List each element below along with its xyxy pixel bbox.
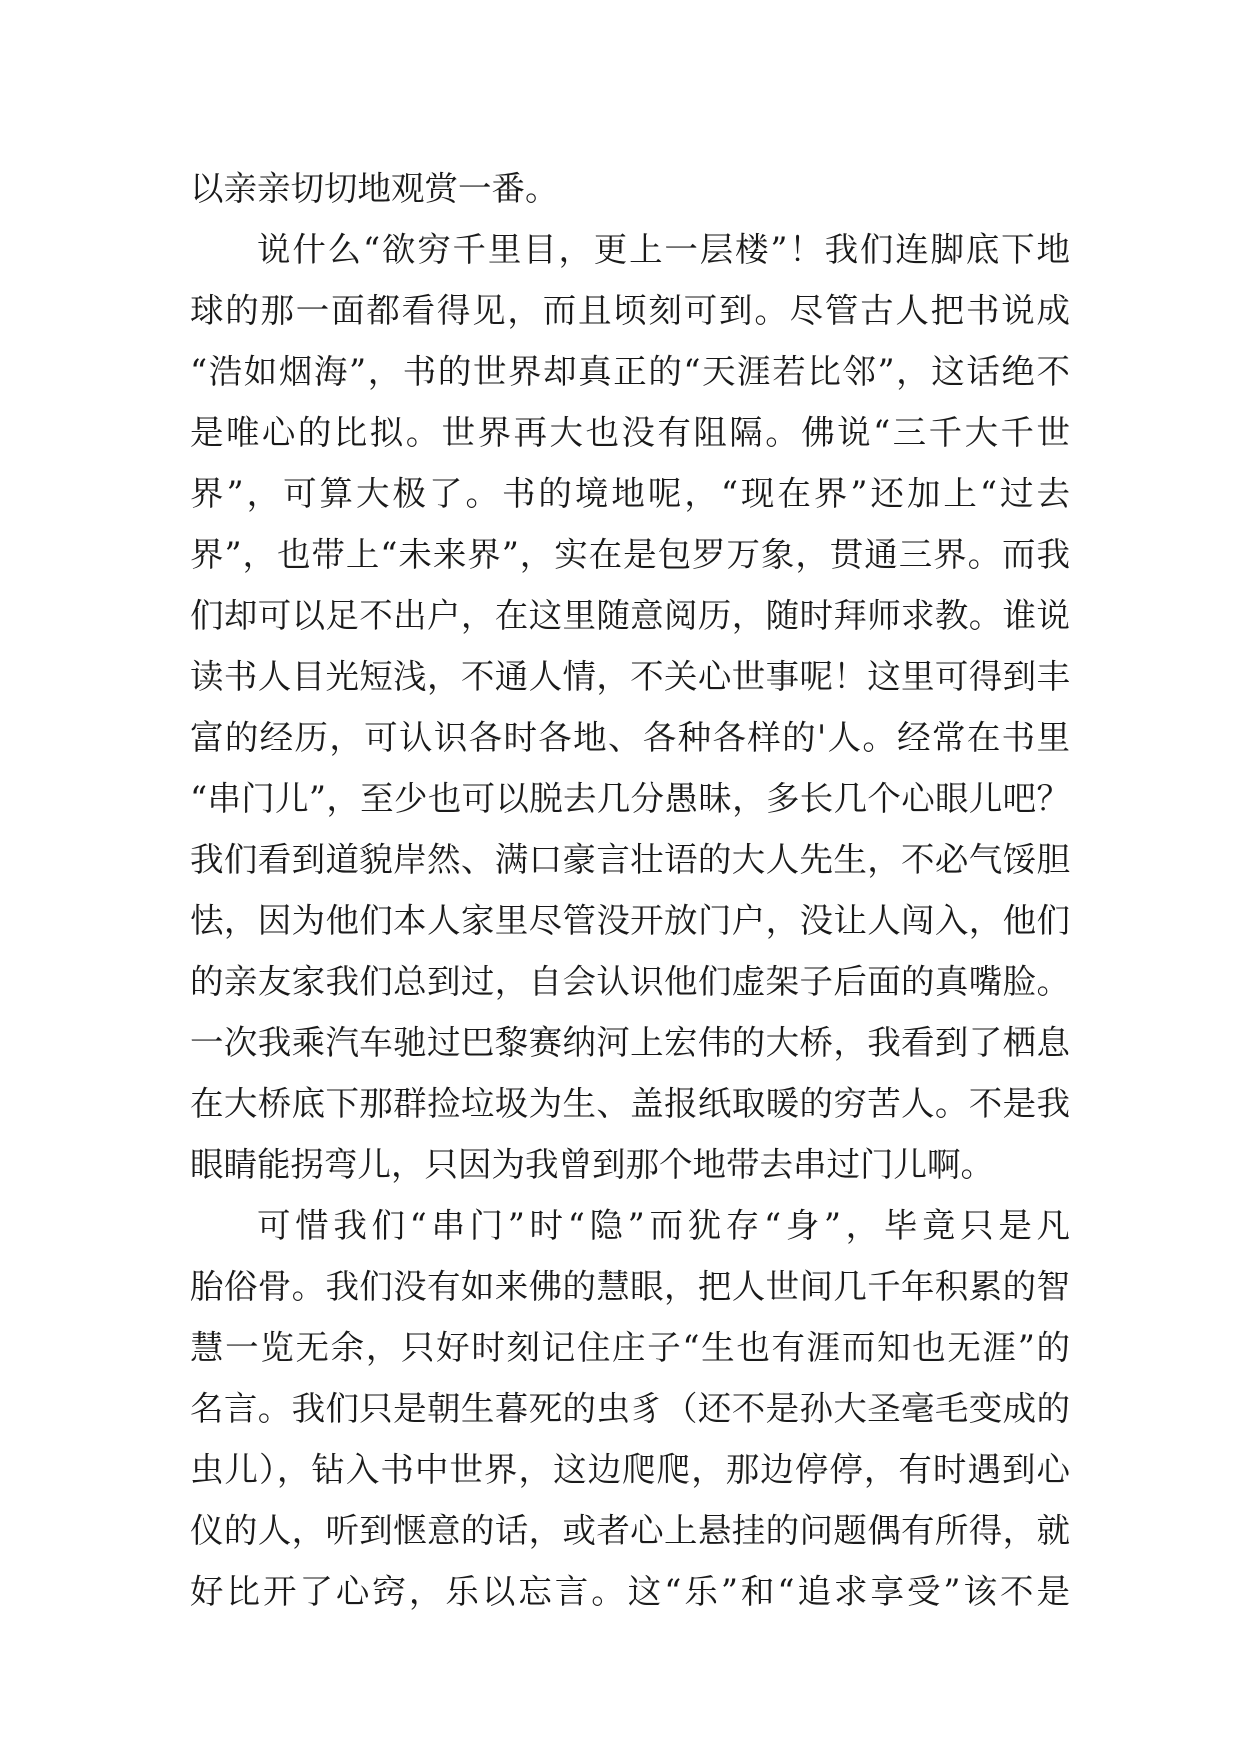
text-line: 名言。我们只是朝生暮死的虫豸（还不是孙大圣毫毛变成的	[190, 1389, 1070, 1428]
text-line: “串门儿”，至少也可以脱去几分愚昧，多长几个心眼儿吧？	[190, 779, 1070, 818]
text-line: 眼睛能拐弯儿，只因为我曾到那个地带去串过门儿啊。	[190, 1145, 994, 1184]
text-line: 胎俗骨。我们没有如来佛的慧眼，把人世间几千年积累的智	[190, 1267, 1070, 1306]
body-text	[190, 158, 1070, 1622]
text-line: 虫儿），钻入书中世界，这边爬爬，那边停停，有时遇到心	[190, 1450, 1070, 1489]
text-line: “浩如烟海”，书的世界却真正的“天涯若比邻”，这话绝不	[190, 352, 1070, 391]
text-line: 说什么“欲穷千里目，更上一层楼”！我们连脚底下地	[257, 230, 1070, 269]
text-line: 可惜我们“串门”时“隐”而犹存“身”，毕竟只是凡	[257, 1206, 1070, 1245]
text-line: 界”，也带上“未来界”，实在是包罗万象，贯通三界。而我	[190, 535, 1070, 574]
text-line: 球的那一面都看得见，而且顷刻可到。尽管古人把书说成	[190, 291, 1070, 330]
text-line: 好比开了心窍，乐以忘言。这“乐”和“追求享受”该不是	[190, 1572, 1070, 1611]
text-line: 慧一览无余，只好时刻记住庄子“生也有涯而知也无涯”的	[190, 1328, 1070, 1367]
text-line: 界”，可算大极了。书的境地呢，“现在界”还加上“过去	[190, 474, 1070, 513]
text-line: 一次我乘汽车驰过巴黎赛纳河上宏伟的大桥，我看到了栖息	[190, 1023, 1070, 1062]
text-line: 怯，因为他们本人家里尽管没开放门户，没让人闯入，他们	[190, 901, 1070, 940]
text-line: 读书人目光短浅，不通人情，不关心世事呢！这里可得到丰	[190, 657, 1070, 696]
text-line: 的亲友家我们总到过，自会认识他们虚架子后面的真嘴脸。	[190, 962, 1070, 1001]
text-line: 们却可以足不出户，在这里随意阅历，随时拜师求教。谁说	[190, 596, 1070, 635]
text-line: 仪的人，听到惬意的话，或者心上悬挂的问题偶有所得，就	[190, 1511, 1070, 1550]
text-line: 富的经历，可认识各时各地、各种各样的'人。经常在书里	[190, 718, 1070, 757]
text-line: 在大桥底下那群捡垃圾为生、盖报纸取暖的穷苦人。不是我	[190, 1084, 1070, 1123]
text-line: 是唯心的比拟。世界再大也没有阻隔。佛说“三千大千世	[190, 413, 1070, 452]
text-line: 我们看到道貌岸然、满口豪言壮语的大人先生，不必气馁胆	[190, 840, 1070, 879]
text-line: 以亲亲切切地观赏一番。	[190, 169, 559, 208]
